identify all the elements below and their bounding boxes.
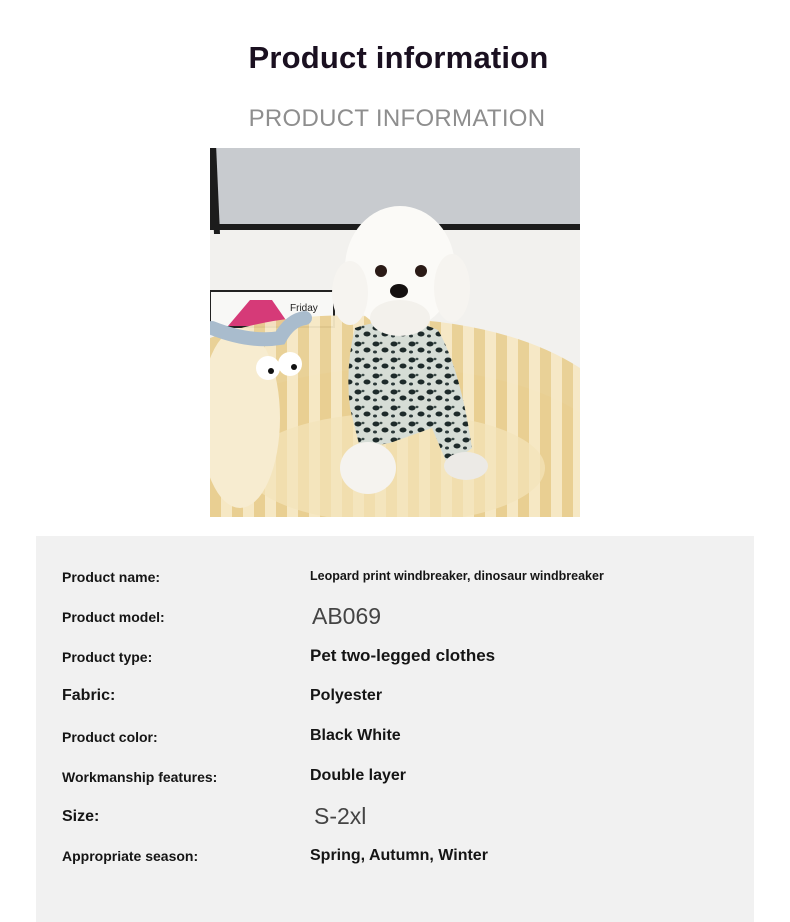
page-subtitle: PRODUCT INFORMATION [248,105,546,132]
spec-label: Product name: [62,569,161,585]
spec-label: Product type: [62,649,153,665]
spec-row-product-color [36,726,754,756]
spec-row-season [36,846,754,876]
spec-row-fabric [36,686,754,716]
spec-row-workmanship [36,766,754,796]
page-title: Product information [248,40,549,75]
spec-value: Leopard print windbreaker, dinosaur windbreaker [310,569,604,583]
spec-label: Product color: [62,729,158,745]
spec-value: S-2xl [314,803,367,829]
spec-value: Black White [310,727,401,744]
spec-row-size [36,803,754,836]
spec-value: Polyester [310,687,383,704]
svg-text:Friday: Friday [290,303,318,314]
spec-label: Appropriate season: [62,848,199,864]
spec-label: Product model: [62,609,165,625]
spec-value: Pet two-legged clothes [310,646,496,665]
spec-value: Double layer [310,767,407,784]
product-photo [210,148,580,517]
spec-label: Fabric: [62,687,116,704]
spec-value: AB069 [312,603,382,629]
spec-label: Workmanship features: [62,769,218,785]
spec-row-product-name [36,566,754,596]
spec-row-product-type [36,646,754,676]
spec-value: Spring, Autumn, Winter [310,847,488,864]
spec-row-product-model [36,603,754,636]
spec-panel [36,536,754,922]
spec-label: Size: [62,808,100,825]
